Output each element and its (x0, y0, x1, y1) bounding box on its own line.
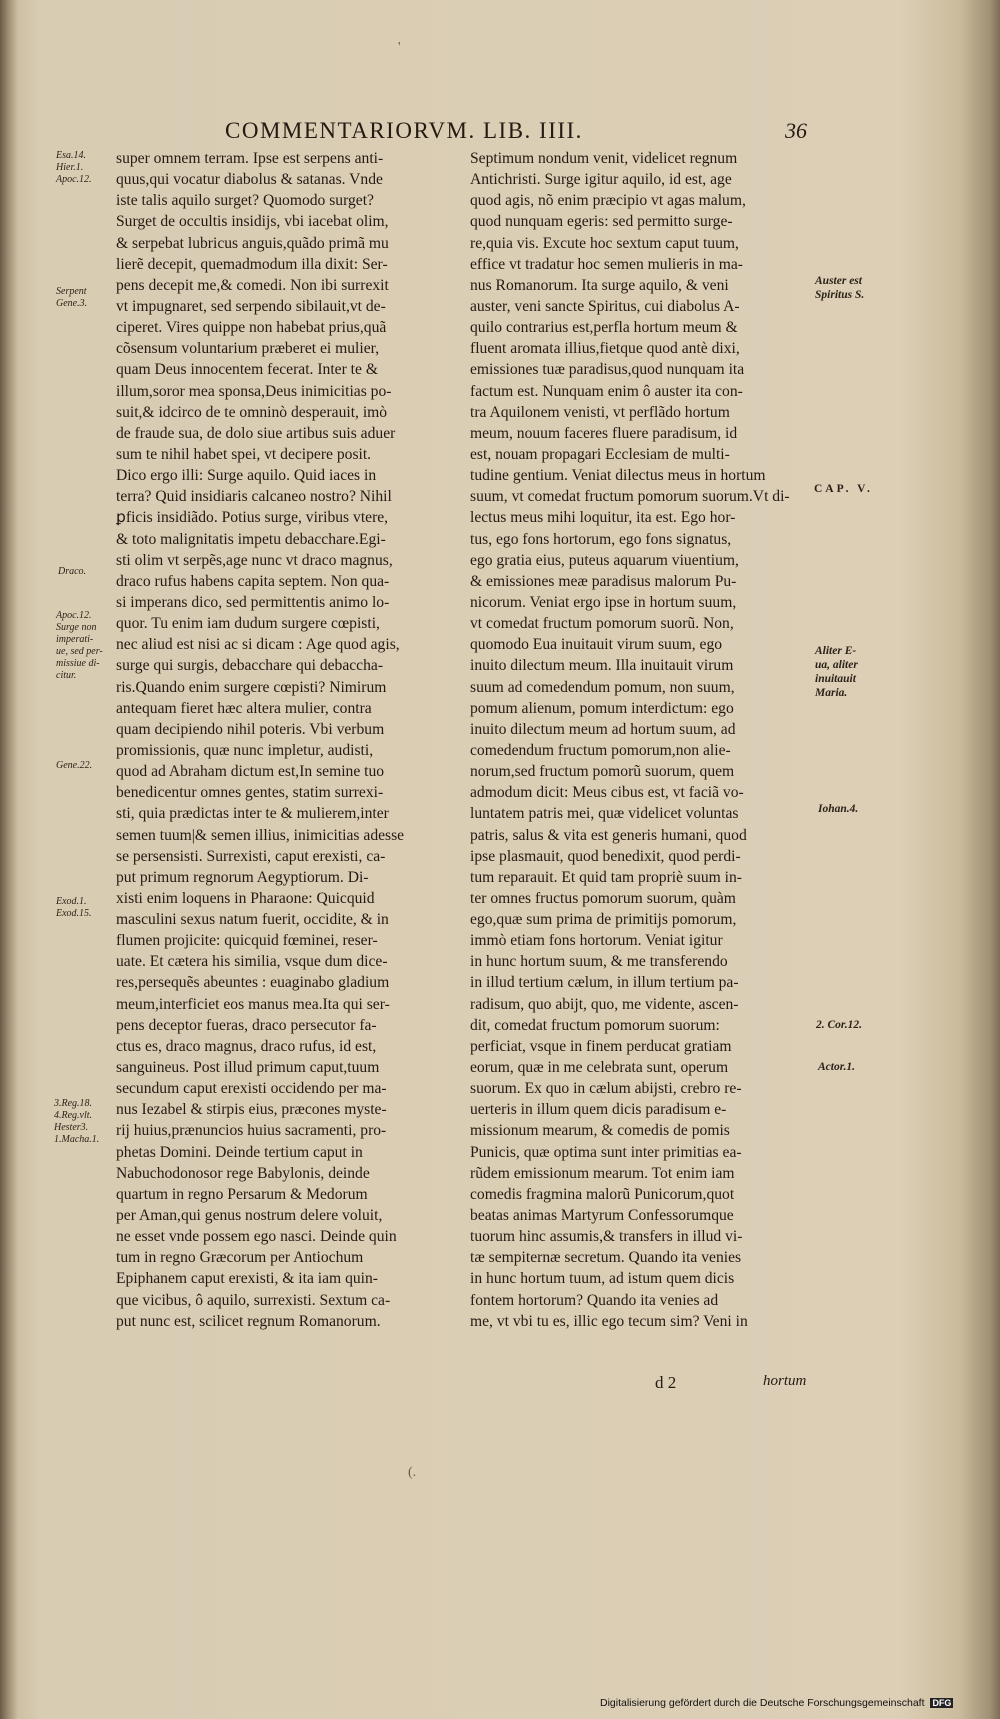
margin-note-line: Gene.3. (56, 298, 88, 309)
running-title: COMMENTARIORVM. LIB. IIII. (225, 118, 583, 143)
margin-note-line: Gene.22. (56, 760, 93, 771)
text-line: ꝑficis insidiãdo. Potius surge, viribus vtere, (116, 509, 389, 527)
text-line: fluent aromata illius,fietque quod antè dixi, (470, 340, 740, 358)
running-header (0, 118, 1000, 144)
text-line: illum,soror mea sponsa,Deus inimicitias po- (116, 382, 392, 400)
text-line: ipse plasmauit, quod benedixit, quod perdi- (470, 847, 741, 865)
margin-note-left (54, 1098, 99, 1146)
text-line: suum, vt comedat fructum pomorum suorum.Vt di- (470, 488, 790, 506)
text-line: in hunc hortum tuum, ad istum quem dicis (470, 1270, 735, 1288)
text-line: quartum in regno Persarum & Medorum (116, 1185, 368, 1203)
text-line: rij huius,prænuncios huius sacramenti, pro- (116, 1122, 387, 1140)
margin-note-line: 3.Reg.18. (54, 1098, 93, 1109)
text-line: flumen projicite: quicquid fœminei, reser- (116, 932, 378, 950)
text-line: sti olim vt serpẽs,age nunc vt draco magnus, (116, 551, 393, 569)
text-line: inuito dilectum meum ad hortum suum, ad (470, 720, 736, 738)
text-line: perficiat, vsque in finem perducat gratiam (470, 1037, 732, 1055)
margin-note-line: imperati- (56, 634, 94, 645)
text-line: tudine gentium. Veniat dilectus meus in hortum (470, 467, 766, 485)
margin-note-line: ua, aliter (815, 659, 858, 671)
text-line: sanguineus. Post illud primum caput,tuum (116, 1059, 380, 1077)
text-line: tra Aquilonem venisti, vt perflãdo hortum (470, 403, 730, 421)
text-line: draco rufus habens capita septem. Non qua- (116, 572, 390, 590)
right-text-column (470, 148, 810, 1332)
text-line: promissionis, quæ nunc impletur, audisti, (116, 741, 374, 759)
text-line: sum te nihil habet spei, vt decipere posit. (116, 445, 372, 463)
text-line: tus, ego fons hortorum, ego fons signatus, (470, 530, 732, 548)
margin-note-line: Draco. (58, 566, 87, 577)
text-line: pens decepit me,& comedi. Non ibi surrexit (116, 276, 389, 294)
text-line: effice vt tradatur hoc semen mulieris in ma- (470, 255, 743, 273)
text-line: pens deceptor fueras, draco persecutor fa- (116, 1016, 377, 1034)
text-line: put nunc est, scilicet regnum Romanorum. (116, 1312, 381, 1330)
text-line: vt comedat fructum pomorum suorũ. Non, (470, 615, 734, 633)
text-line: patris, salus & vita est generis humani, quod (470, 826, 747, 844)
text-line: iste talis aquilo surget? Quomodo surget? (116, 192, 374, 210)
text-line: factum est. Nunquam enim ô auster ita con- (470, 382, 743, 400)
text-line: inuito dilectum meum. Illa inuitauit virum (470, 657, 734, 675)
text-line: xisti enim loquens in Pharaone: Quicquid (116, 889, 375, 907)
text-line: meum, nouum faceres fluere paradisum, id (470, 424, 738, 442)
text-line: Punicis, quæ optima sunt inter primitias ea- (470, 1143, 742, 1161)
page-number: 36 (785, 118, 807, 143)
text-line: comedendum fructum pomorum,non alie- (470, 741, 731, 759)
text-line: se persensisti. Surrexisti, caput erexisti, ca- (116, 847, 386, 865)
margin-note-line: Serpent (56, 286, 87, 297)
text-line: beatas animas Martyrum Confessorumque (470, 1207, 734, 1225)
margin-note-line: Maria. (815, 687, 848, 699)
margin-note-line: inuitauit (815, 673, 856, 685)
text-line: si imperans dico, sed permittentis animo lo- (116, 593, 390, 611)
text-line: uate. Et cætera his similia, vsque dum dice- (116, 953, 388, 971)
text-line: ter omnes fructus pomorum suorum, quàm (470, 889, 736, 907)
text-line: sti, quia prædictas inter te & mulierem,inter (116, 805, 389, 823)
text-line: uerteris in illum quem dicis paradisum e- (470, 1101, 727, 1119)
margin-note-left (58, 566, 86, 578)
text-line: & toto malignitatis impetu debacchare.Egi- (116, 530, 386, 548)
text-line: res,persequẽs abeuntes : euaginabo gladium (116, 974, 390, 992)
text-line: luntatem patris mei, quæ videlicet voluntas (470, 805, 739, 823)
digitization-text: Digitalisierung gefördert durch die Deutsche Forschungsgemeinschaft (600, 1697, 925, 1709)
margin-note-line: Surge non (56, 622, 97, 633)
text-line: meum,interficiet eos manus mea.Ita qui ser- (116, 995, 390, 1013)
text-line: quod nunquam egeris: sed permitto surge- (470, 213, 733, 231)
margin-note-left (56, 896, 92, 920)
text-line: nus Iezabel & stirpis eius, præcones myste- (116, 1101, 387, 1119)
text-line: in illud tertium cælum, in illum tertium pa- (470, 974, 739, 992)
text-line: quor. Tu enim iam dudum surgere cœpisti, (116, 615, 380, 633)
text-line: ris.Quando enim surgere cœpisti? Nimirum (116, 678, 387, 696)
margin-note-line: CAP. V. (814, 483, 873, 495)
text-line: quilo contrarius est,perfla hortum meum & (470, 319, 738, 337)
margin-note-line: Iohan.4. (818, 803, 859, 815)
text-line: de fraude sua, de dolo siue artibus suis aduer (116, 424, 396, 442)
text-line: phetas Domini. Deinde tertium caput in (116, 1143, 363, 1161)
text-line: put primum regnorum Aegyptiorum. Di- (116, 868, 369, 886)
text-line: Nabuchodonosor rege Babylonis, deinde (116, 1164, 370, 1182)
text-line: me, vt vbi tu es, illic ego tecum sim? Veni in (470, 1312, 748, 1330)
margin-note-right (818, 802, 858, 816)
text-line: lierẽ decepit, quemadmodum illa dixit: Ser- (116, 255, 388, 273)
text-line: fontem hortorum? Quando ita venies ad (470, 1291, 719, 1309)
margin-note-line: ue, sed per- (56, 646, 103, 657)
margin-note-line: Exod.1. (56, 896, 87, 907)
text-line: lectus meus mihi loquitur, ita est. Ego hor- (470, 509, 736, 527)
text-line: nicorum. Veniat ergo ipse in hortum suum, (470, 593, 737, 611)
margin-note-line: Hester3. (54, 1122, 89, 1133)
margin-note-line: Apoc.12. (56, 610, 92, 621)
text-line: cõsensum voluntarium præberet ei mulier, (116, 340, 380, 358)
text-line: auster, veni sancte Spiritus, cui diabolus A- (470, 297, 740, 315)
text-line: nec aliud est nisi ac si dicam : Age quod agis, (116, 636, 400, 654)
text-line: & emissiones meæ paradisus malorum Pu- (470, 572, 737, 590)
text-line: per Aman,qui genus nostrum delere voluit, (116, 1207, 383, 1225)
text-line: masculini sexus natum fuerit, occidite, & in (116, 911, 389, 929)
margin-note-line: 1.Macha.1. (54, 1134, 100, 1145)
margin-note-right (818, 1060, 855, 1074)
text-line: ctus es, draco magnus, draco rufus, id est, (116, 1037, 377, 1055)
margin-note-line: Aliter E- (815, 645, 857, 657)
text-line: ego gratia eius, puteus aquarum viuentium, (470, 551, 739, 569)
text-line: tum reparauit. Et quid tam propriè suum in- (470, 868, 742, 886)
text-line: suorum. Ex quo in cælum abijsti, crebro re- (470, 1080, 742, 1098)
text-line: suit,& idcirco de te omninò desperauit, imò (116, 403, 388, 421)
margin-mark: (. (408, 1465, 417, 1480)
text-line: ne esset vnde possem ego nasci. Deinde quin (116, 1228, 397, 1246)
text-line: quod ad Abraham dictum est,In semine tuo (116, 763, 385, 781)
text-line: terra? Quid insidiaris calcaneo nostro? Nihil (116, 488, 392, 506)
text-line: nus Romanorum. Ita surge aquilo, & veni (470, 276, 729, 294)
margin-note-right (815, 274, 864, 302)
text-line: & serpebat lubricus anguis,quãdo primã mu (116, 234, 389, 252)
text-line: in hunc hortum suum, & me transferendo (470, 953, 728, 971)
text-line: radisum, quo abijt, quo, me vidente, ascen- (470, 995, 739, 1013)
text-line: eorum, quæ in me celebrata sunt, operum (470, 1059, 729, 1077)
text-line: est, nouam propagari Ecclesiam de multi- (470, 445, 730, 463)
text-line: immò etiam fons hortorum. Veniat igitur (470, 932, 723, 950)
margin-note-line: 4.Reg.vlt. (54, 1110, 93, 1121)
margin-mark: ' (398, 40, 401, 55)
text-line: comedis fragmina malorũ Punicorum,quot (470, 1185, 735, 1203)
text-line: semen tuum|& semen illius, inimicitias adesse (116, 826, 405, 844)
text-line: Surget de occultis insidijs, vbi iacebat olim, (116, 213, 389, 231)
text-line: antequam fieret hæc altera mulier, contra (116, 699, 372, 717)
margin-note-left (56, 150, 92, 186)
text-line: que vicibus, ô aquilo, surrexisti. Sextum ca- (116, 1291, 391, 1309)
margin-note-right (816, 1018, 862, 1032)
text-line: ciperet. Vires quippe non habebat prius,quã (116, 319, 387, 337)
text-line: tuorum hinc assumis,& transfers in illud vi- (470, 1228, 743, 1246)
text-line: ego,quæ sum prima de primitijs pomorum, (470, 911, 737, 929)
left-text-column (116, 148, 436, 1332)
text-line: re,quia vis. Excute hoc sextum caput tuum, (470, 234, 739, 252)
text-line: tum in regno Græcorum per Antiochum (116, 1249, 364, 1267)
signature-mark: d 2 (655, 1373, 677, 1392)
text-line: dit, comedat fructum pomorum suorum: (470, 1016, 720, 1034)
text-line: Epiphanem caput erexisti, & ita iam quin- (116, 1270, 378, 1288)
chapter-marker (814, 482, 873, 496)
text-line: vt impugnaret, sed serpendo sibilauit,vt de- (116, 297, 386, 315)
margin-note-left (56, 610, 103, 682)
text-line: quam Deus innocentem fecerat. Inter te & (116, 361, 378, 379)
margin-note-line: Hier.1. (56, 162, 84, 173)
text-line: pomum alienum, pomum interdictum: ego (470, 699, 734, 717)
margin-note-line: Apoc.12. (56, 174, 92, 185)
text-line: suum ad comedendum pomum, non suum, (470, 678, 735, 696)
text-line: secundum caput erexisti occidendo per ma- (116, 1080, 387, 1098)
text-line: Dico ergo illi: Surge aquilo. Quid iaces in (116, 467, 377, 485)
margin-note-left (56, 286, 87, 310)
margin-note-line: Actor.1. (818, 1061, 856, 1073)
text-line: quam decipiendo nihil poteris. Vbi verbum (116, 720, 385, 738)
margin-note-line: citur. (56, 670, 77, 681)
text-line: Antichristi. Surge igitur aquilo, id est, age (470, 171, 732, 189)
digitization-notice (600, 1697, 953, 1709)
text-line: rũdem emissionum mearum. Tot enim iam (470, 1164, 735, 1182)
margin-note-line: Spiritus S. (815, 289, 865, 301)
margin-note-right (815, 644, 858, 700)
catchword: hortum (763, 1373, 807, 1389)
text-line: quus,qui vocatur diabolus & satanas. Vnde (116, 171, 383, 189)
text-line: tæ sempiternæ secretum. Quando ita venies (470, 1249, 742, 1267)
text-line: quod agis, nõ enim præcipio vt agas malum, (470, 192, 746, 210)
text-line: super omnem terram. Ipse est serpens anti- (116, 150, 384, 167)
text-line: admodum dicit: Meus cibus est, vt faciã vo- (470, 784, 744, 802)
text-line: norum,sed fructum pomorũ suorum, quem (470, 763, 735, 781)
text-line: quomodo Eua inuitauit virum suum, ego (470, 636, 723, 654)
text-line: benedicentur omnes gentes, statim surrexi- (116, 784, 384, 802)
margin-note-left (56, 760, 92, 772)
text-line: emissiones tuæ paradisus,quod nunquam ita (470, 361, 745, 379)
margin-note-line: Exod.15. (56, 908, 92, 919)
margin-note-line: Esa.14. (56, 150, 86, 161)
margin-note-line: missiue di- (56, 658, 100, 669)
dfg-logo: DFG (932, 1698, 952, 1708)
margin-note-line: 2. Cor.12. (816, 1019, 863, 1031)
text-line: Septimum nondum venit, videlicet regnum (470, 150, 738, 167)
text-line: surge qui surgis, debacchare qui debaccha- (116, 657, 384, 675)
text-line: missionum mearum, & comedis de pomis (470, 1122, 730, 1140)
margin-note-line: Auster est (815, 275, 862, 287)
